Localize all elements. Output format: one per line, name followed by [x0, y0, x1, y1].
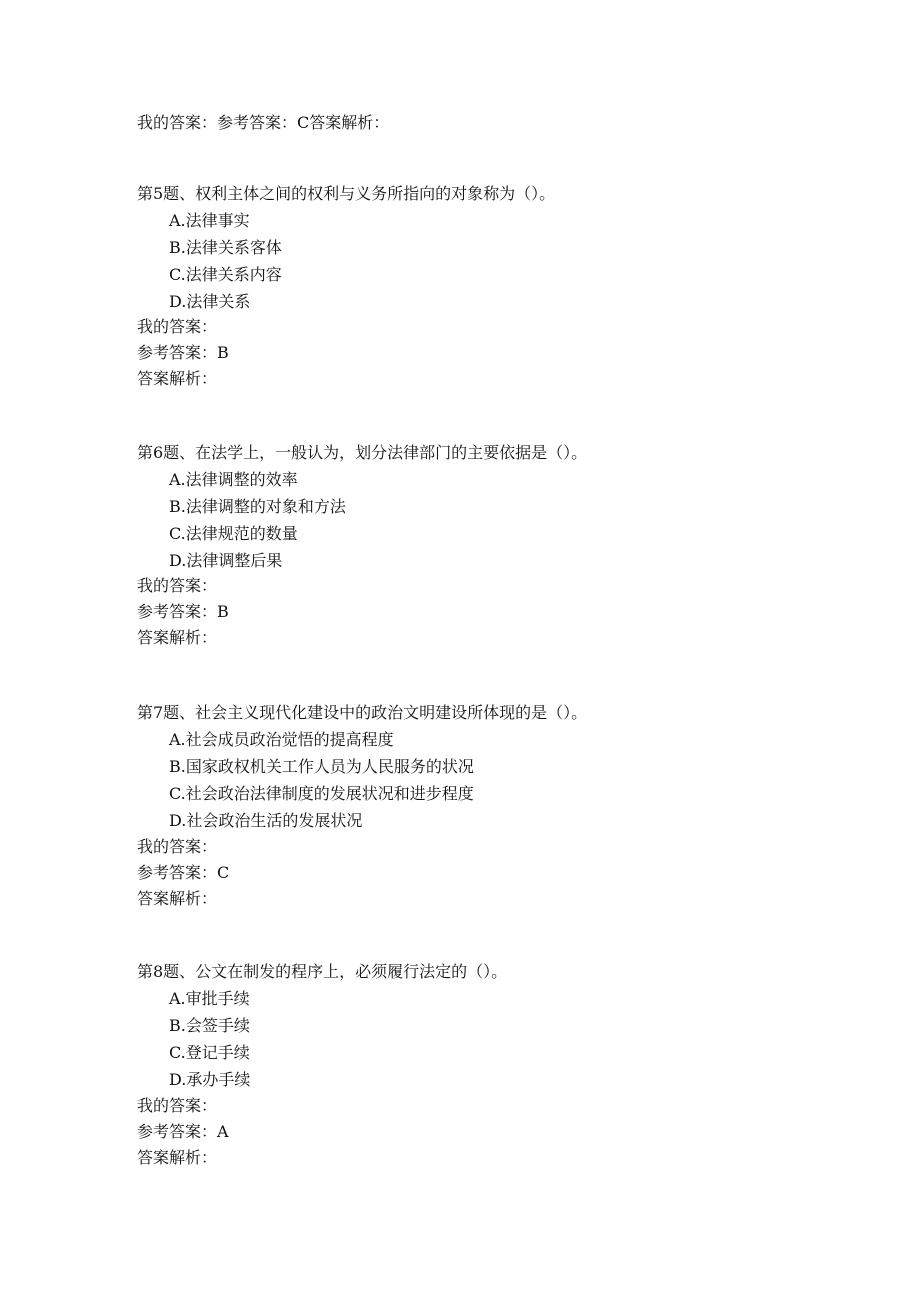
- option-d: D.社会政治生活的发展状况: [169, 811, 363, 830]
- my-answer-label: 我的答案：: [137, 1096, 218, 1115]
- option-c: C.社会政治法律制度的发展状况和进步程度: [169, 784, 474, 803]
- option-a: A.法律调整的效率: [169, 470, 298, 489]
- question-block-7: [0, 702, 920, 922]
- answer-explanation-label: 答案解析：: [137, 628, 218, 647]
- my-answer-label: 我的答案：: [137, 837, 218, 856]
- option-b: B.国家政权机关工作人员为人民服务的状况: [169, 757, 474, 776]
- option-d: D.法律关系: [169, 292, 251, 311]
- question-block-8: [0, 961, 920, 1181]
- question-block-6: [0, 442, 920, 662]
- question-stem: 第8题、公文在制发的程序上，必须履行法定的（）。: [137, 962, 508, 981]
- option-d: D.法律调整后果: [169, 551, 283, 570]
- option-a: A.社会成员政治觉悟的提高程度: [169, 730, 394, 749]
- my-answer-label: 我的答案：: [137, 317, 218, 336]
- option-d: D.承办手续: [169, 1070, 251, 1089]
- question-stem: 第7题、社会主义现代化建设中的政治文明建设所体现的是（）。: [137, 703, 588, 722]
- option-c: C.法律规范的数量: [169, 524, 298, 543]
- answer-explanation-label: 答案解析：: [137, 1148, 218, 1167]
- question-stem: 第6题、在法学上，一般认为，划分法律部门的主要依据是（）。: [137, 443, 588, 462]
- answer-explanation-label: 答案解析：: [137, 889, 218, 908]
- reference-answer: 参考答案：B: [137, 343, 229, 362]
- option-c: C.登记手续: [169, 1043, 250, 1062]
- question-block-5: [0, 183, 920, 403]
- option-a: A.审批手续: [169, 989, 250, 1008]
- my-answer-label: 我的答案：: [137, 576, 218, 595]
- reference-answer: 参考答案：A: [137, 1122, 229, 1141]
- option-b: B.法律关系客体: [169, 238, 282, 257]
- question-stem: 第5题、权利主体之间的权利与义务所指向的对象称为（）。: [137, 184, 556, 203]
- answer-explanation-label: 答案解析：: [137, 369, 218, 388]
- reference-answer: 参考答案：C: [137, 863, 230, 882]
- option-b: B.法律调整的对象和方法: [169, 497, 346, 516]
- option-b: B.会签手续: [169, 1016, 250, 1035]
- option-a: A.法律事实: [169, 211, 250, 230]
- previous-answer-line: 我的答案：参考答案：C答案解析：: [137, 113, 390, 132]
- option-c: C.法律关系内容: [169, 265, 282, 284]
- reference-answer: 参考答案：B: [137, 602, 229, 621]
